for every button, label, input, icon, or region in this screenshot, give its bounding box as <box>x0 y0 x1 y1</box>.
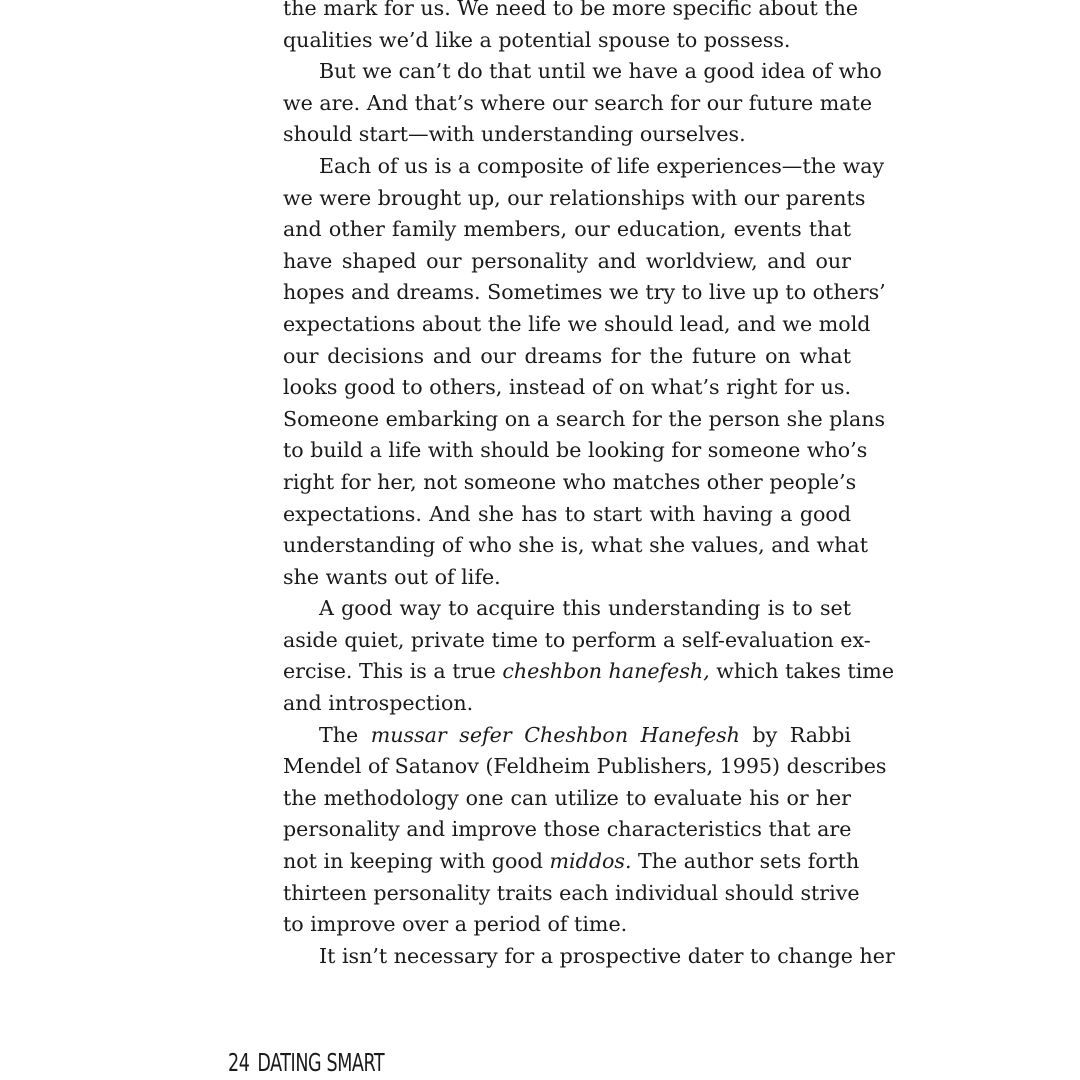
text-segment: we are. And that’s where our search for our future mate <box>283 90 873 115</box>
text-line <box>283 625 871 657</box>
text-segment: not in keeping with good <box>283 849 550 874</box>
text-segment: expectations about the life we should lead, and we mold <box>283 311 871 336</box>
text-segment: which takes time <box>709 659 895 684</box>
text-line <box>283 0 859 25</box>
text-line <box>283 593 851 625</box>
text-line <box>283 467 857 499</box>
text-line <box>283 372 851 404</box>
text-line <box>283 88 873 120</box>
italic-phrase: middos. <box>549 849 632 874</box>
text-segment: understanding of who she is, what she values, and what <box>283 533 868 558</box>
text-segment: Each of us is a composite of life experiences—the way <box>319 153 885 178</box>
book-title: DATING SMART <box>257 1048 385 1077</box>
text-line <box>283 246 851 278</box>
text-segment: she wants out of life. <box>283 564 501 589</box>
text-line <box>283 435 868 467</box>
text-segment: to build a life with should be looking for someone who’s <box>283 438 868 463</box>
text-line <box>283 183 866 215</box>
text-line <box>283 814 851 846</box>
text-line <box>283 720 851 752</box>
text-line <box>283 499 851 531</box>
text-line <box>283 783 851 815</box>
text-line <box>283 309 871 341</box>
text-segment: the mark for us. We need to be more specific about the <box>283 0 859 20</box>
text-segment: ercise. This is a true <box>283 659 503 684</box>
text-line <box>283 119 851 151</box>
text-line <box>283 530 868 562</box>
text-segment: A good way to acquire this understanding is to set <box>319 596 851 621</box>
text-line <box>283 404 886 436</box>
text-segment: have shaped our personality and worldview, and our <box>283 248 851 273</box>
text-line <box>283 909 851 941</box>
text-line <box>283 56 882 88</box>
text-line <box>283 214 851 246</box>
text-segment: Mendel of Satanov (Feldheim Publishers, 1995) describes <box>283 754 887 779</box>
text-segment: right for her, not someone who matches other people’s <box>283 469 857 494</box>
text-line <box>283 341 851 373</box>
text-segment: The <box>319 722 371 747</box>
text-segment: we were brought up, our relationships with our parents <box>283 185 866 210</box>
text-segment: should start—with understanding ourselves. <box>283 122 746 147</box>
text-line <box>283 688 851 720</box>
text-line <box>283 25 851 57</box>
text-segment: and other family members, our education, events that <box>283 217 851 242</box>
page-number: 24 <box>228 1048 250 1077</box>
running-footer <box>228 1048 384 1078</box>
text-segment: hopes and dreams. Sometimes we try to live up to others’ <box>283 280 886 305</box>
text-segment: It isn’t necessary for a prospective dater to change her <box>319 943 895 968</box>
text-line <box>283 941 895 973</box>
text-line <box>283 562 851 594</box>
italic-phrase: mussar sefer Cheshbon Hanefesh <box>370 722 740 747</box>
text-line <box>283 656 895 688</box>
text-line <box>283 846 860 878</box>
text-segment: by Rabbi <box>739 722 852 747</box>
text-segment: and introspection. <box>283 691 474 716</box>
text-segment: qualities we’d like a potential spouse to possess. <box>283 27 791 52</box>
text-segment: our decisions and our dreams for the future on what <box>283 343 851 368</box>
text-segment: thirteen personality traits each individual should strive <box>283 880 860 905</box>
text-line <box>283 151 885 183</box>
text-segment: Someone embarking on a search for the person she plans <box>283 406 886 431</box>
text-segment: to improve over a period of time. <box>283 912 628 937</box>
text-segment: expectations. And she has to start with having a good <box>283 501 851 526</box>
text-segment: aside quiet, private time to perform a self-evaluation ex- <box>283 627 871 652</box>
text-segment: But we can’t do that until we have a good idea of who <box>319 59 882 84</box>
text-segment: the methodology one can utilize to evaluate his or her <box>283 785 851 810</box>
text-line <box>283 277 886 309</box>
text-line <box>283 878 860 910</box>
text-segment: looks good to others, instead of on what’s right for us. <box>283 375 851 400</box>
text-line <box>283 751 887 783</box>
text-segment: personality and improve those characteristics that are <box>283 817 852 842</box>
italic-phrase: cheshbon hanefesh, <box>502 659 710 684</box>
text-segment: The author sets forth <box>631 849 860 874</box>
body-text <box>283 0 895 972</box>
